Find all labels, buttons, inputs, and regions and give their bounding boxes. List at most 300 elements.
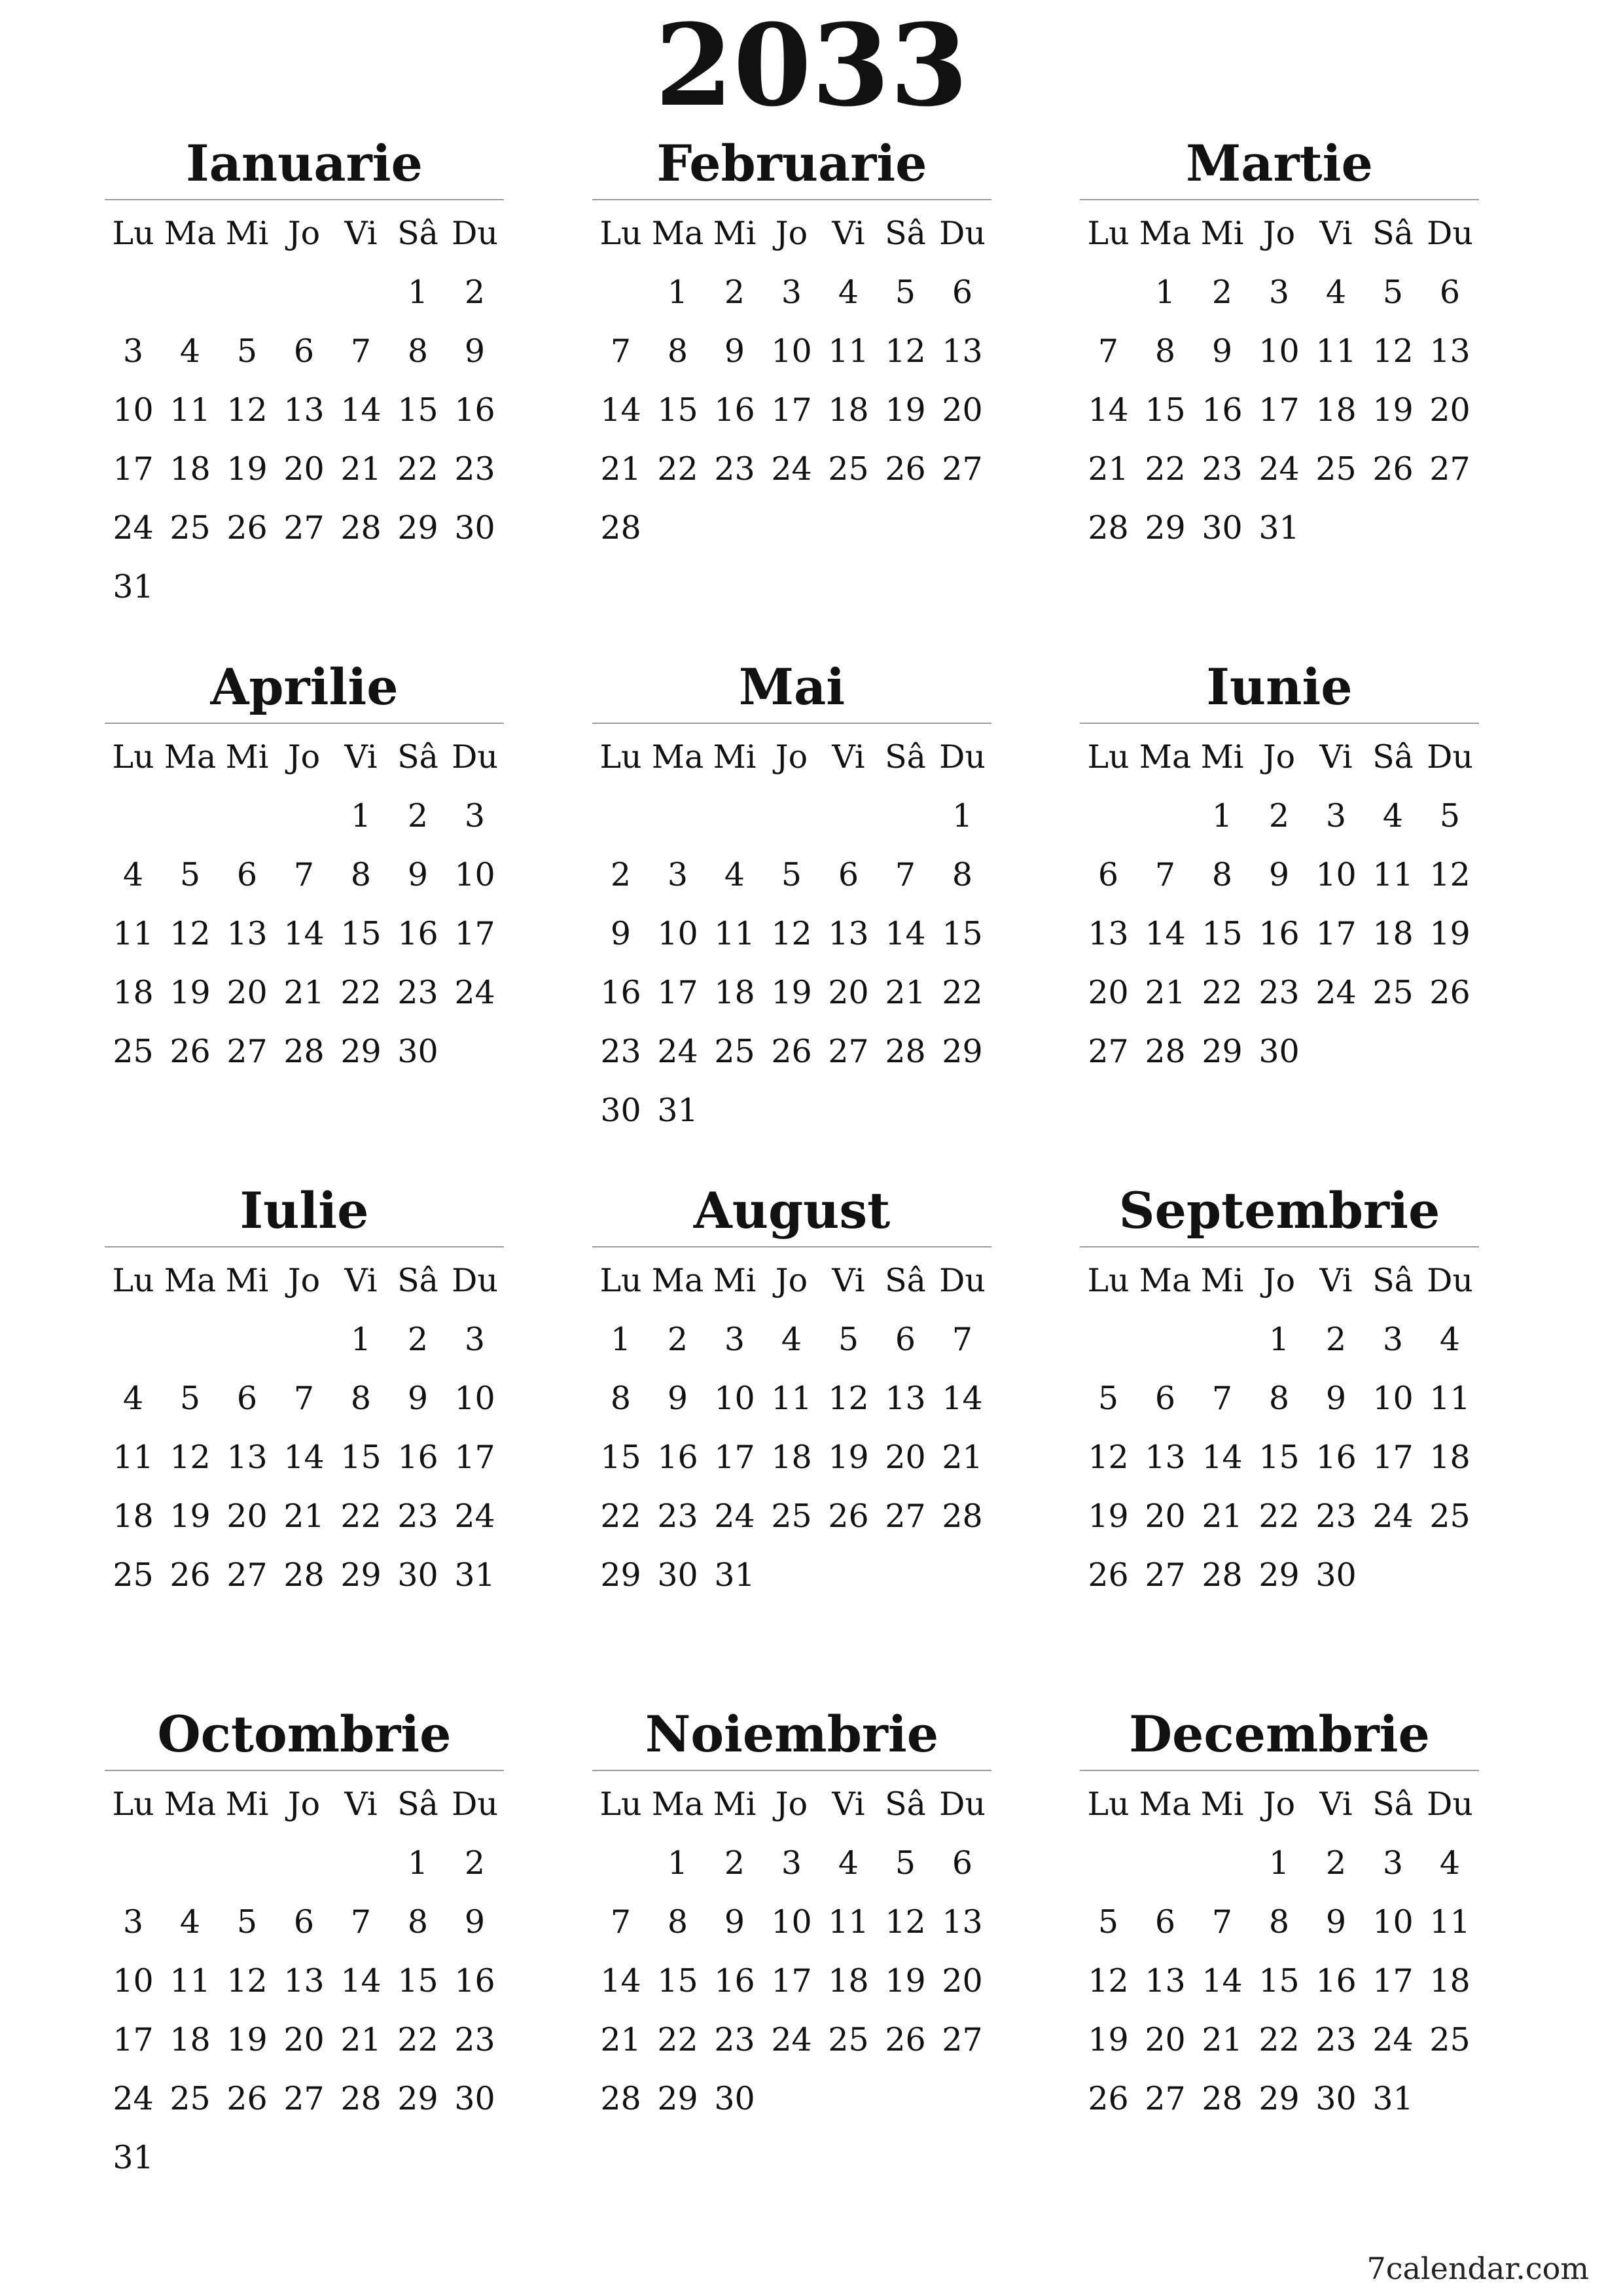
day-cell: [763, 1081, 820, 1140]
weekday-label: Ma: [164, 738, 217, 776]
day-cell: 29: [1202, 1033, 1243, 1070]
day-cell: [332, 263, 389, 322]
month-divider: [105, 199, 504, 200]
weekday-label: Jo: [287, 1785, 321, 1823]
week-row: [592, 1081, 991, 1140]
weekday-label: Sâ: [397, 738, 438, 776]
day-cell: 19: [169, 974, 211, 1011]
weekday-label: Ma: [651, 1785, 704, 1823]
weekday-label: Sâ: [1372, 215, 1414, 252]
week-row: [592, 846, 991, 905]
month-block: [1080, 655, 1479, 1178]
day-cell: 7: [1211, 1380, 1233, 1417]
day-cell: 27: [942, 2021, 983, 2058]
day-cell: 24: [1372, 2021, 1414, 2058]
day-cell: 22: [657, 2021, 698, 2058]
weekday-label: Du: [939, 1785, 986, 1823]
weekday-label: Sâ: [885, 738, 926, 776]
day-cell: 20: [942, 391, 983, 429]
day-cell: 28: [885, 1033, 926, 1070]
month-name: Iunie: [1206, 658, 1353, 716]
day-cell: 7: [1154, 856, 1176, 893]
day-cell: 1: [350, 1321, 372, 1358]
day-cell: 28: [600, 509, 641, 547]
day-cell: 24: [657, 1033, 698, 1070]
month-block: [105, 1178, 504, 1702]
day-cell: 14: [283, 1439, 325, 1476]
weekday-label: Ma: [1139, 215, 1192, 252]
day-cell: 7: [1097, 332, 1119, 370]
day-cell: 21: [340, 2021, 382, 2058]
day-cell: 13: [1429, 332, 1471, 370]
week-row: [1080, 787, 1479, 846]
day-cell: 28: [600, 2080, 641, 2117]
month-block: [105, 655, 504, 1178]
day-cell: 26: [885, 2021, 926, 2058]
day-cell: [1194, 1310, 1251, 1369]
day-cell: 30: [1258, 1033, 1300, 1070]
year-title: 2033: [654, 0, 969, 132]
week-row: [1080, 846, 1479, 905]
weekday-label: Du: [452, 738, 498, 776]
day-cell: 24: [771, 2021, 812, 2058]
day-cell: 8: [952, 856, 973, 893]
weekday-header-row: [1080, 728, 1479, 787]
day-cell: 18: [169, 450, 211, 488]
day-cell: 22: [1258, 2021, 1300, 2058]
day-cell: 4: [1325, 274, 1347, 311]
day-cell: 22: [942, 974, 983, 1011]
weekday-label: Du: [1427, 1262, 1473, 1299]
day-cell: 28: [1088, 509, 1129, 547]
day-cell: 6: [293, 332, 315, 370]
day-cell: [276, 1310, 332, 1369]
day-cell: 25: [169, 509, 211, 547]
weekday-header-row: [105, 1251, 504, 1310]
day-cell: 19: [771, 974, 812, 1011]
month-divider: [1080, 1246, 1479, 1247]
day-cell: 25: [1429, 1498, 1471, 1535]
weekday-label: Lu: [599, 1262, 642, 1299]
day-cell: 30: [1202, 509, 1243, 547]
day-cell: 4: [724, 856, 745, 893]
day-cell: 5: [1382, 274, 1404, 311]
weekday-label: Jo: [775, 1262, 808, 1299]
weekday-label: Du: [452, 1262, 498, 1299]
day-cell: 24: [454, 974, 495, 1011]
weekday-label: Lu: [112, 215, 154, 252]
weekday-header-row: [105, 728, 504, 787]
week-row: [105, 846, 504, 905]
day-cell: [1364, 1546, 1421, 1605]
day-cell: 25: [828, 2021, 869, 2058]
day-cell: [162, 1310, 219, 1369]
weekday-label: Lu: [112, 1785, 154, 1823]
week-row: [105, 1310, 504, 1369]
day-cell: 2: [464, 1844, 486, 1882]
day-cell: 5: [895, 274, 916, 311]
day-cell: 31: [1258, 509, 1300, 547]
month-name: Martie: [1186, 134, 1373, 192]
weekday-label: Du: [1427, 738, 1473, 776]
day-cell: [1080, 263, 1137, 322]
weekday-header-row: [1080, 1251, 1479, 1310]
day-cell: [389, 558, 446, 617]
day-cell: 25: [828, 450, 869, 488]
day-cell: 6: [293, 1903, 315, 1941]
day-cell: 15: [1202, 915, 1243, 952]
day-cell: 20: [1429, 391, 1471, 429]
day-cell: 15: [600, 1439, 641, 1476]
day-cell: 16: [1315, 1962, 1357, 2000]
day-cell: 1: [1211, 797, 1233, 834]
day-cell: 23: [454, 450, 495, 488]
day-cell: 23: [454, 2021, 495, 2058]
day-cell: 27: [1145, 1556, 1186, 1594]
weekday-label: Vi: [832, 215, 865, 252]
day-cell: 17: [113, 2021, 154, 2058]
day-cell: 14: [340, 1962, 382, 2000]
day-cell: 25: [1429, 2021, 1471, 2058]
day-cell: [1308, 1022, 1364, 1081]
day-cell: 25: [1372, 974, 1414, 1011]
weekday-label: Ma: [164, 215, 217, 252]
day-cell: 21: [340, 450, 382, 488]
weekday-header-row: [1080, 1775, 1479, 1834]
weekday-label: Sâ: [397, 1262, 438, 1299]
day-cell: [877, 2070, 934, 2128]
day-cell: 12: [828, 1380, 869, 1417]
day-cell: 30: [714, 2080, 755, 2117]
day-cell: 26: [771, 1033, 812, 1070]
day-cell: 8: [350, 856, 372, 893]
day-cell: [1080, 1834, 1137, 1893]
day-cell: 20: [942, 1962, 983, 2000]
day-cell: 12: [1088, 1962, 1129, 2000]
day-cell: 3: [122, 332, 144, 370]
week-row: [105, 1369, 504, 1428]
day-cell: 11: [1372, 856, 1414, 893]
weekday-label: Du: [939, 215, 986, 252]
day-cell: 14: [1145, 915, 1186, 952]
day-cell: 5: [781, 856, 802, 893]
day-cell: 23: [397, 1498, 438, 1535]
weekday-label: Du: [452, 215, 498, 252]
day-cell: 8: [1268, 1380, 1290, 1417]
day-cell: 12: [169, 1439, 211, 1476]
day-cell: 9: [1268, 856, 1290, 893]
day-cell: 9: [464, 1903, 486, 1941]
day-cell: [1421, 2070, 1478, 2128]
day-cell: 13: [942, 1903, 983, 1941]
day-cell: 21: [1088, 450, 1129, 488]
week-row: [1080, 2011, 1479, 2070]
day-cell: [162, 2128, 219, 2187]
day-cell: 20: [1145, 1498, 1186, 1535]
day-cell: 20: [1145, 2021, 1186, 2058]
day-cell: 12: [1372, 332, 1414, 370]
day-cell: 11: [169, 391, 211, 429]
weekday-label: Lu: [1087, 215, 1130, 252]
week-row: [105, 322, 504, 381]
day-cell: 5: [1439, 797, 1461, 834]
week-row: [105, 440, 504, 499]
day-cell: 6: [236, 856, 258, 893]
day-cell: 5: [895, 1844, 916, 1882]
weekday-label: Du: [939, 738, 986, 776]
day-cell: 1: [1268, 1321, 1290, 1358]
weekday-label: Vi: [344, 1785, 378, 1823]
day-cell: [706, 787, 763, 846]
week-row: [105, 963, 504, 1022]
day-cell: 4: [838, 1844, 859, 1882]
day-cell: 28: [340, 509, 382, 547]
day-cell: 6: [1097, 856, 1119, 893]
day-cell: 13: [1088, 915, 1129, 952]
week-row: [1080, 322, 1479, 381]
day-cell: 13: [226, 915, 268, 952]
day-cell: [162, 263, 219, 322]
month-block: [1080, 131, 1479, 655]
day-cell: 5: [838, 1321, 859, 1358]
month-block: [1080, 1702, 1479, 2225]
day-cell: 6: [1154, 1380, 1176, 1417]
day-cell: 1: [667, 1844, 688, 1882]
month-divider: [1080, 199, 1479, 200]
day-cell: [1364, 1022, 1421, 1081]
day-cell: [1308, 499, 1364, 558]
month-divider: [592, 1770, 991, 1771]
day-cell: 22: [340, 974, 382, 1011]
day-cell: 3: [1382, 1844, 1404, 1882]
day-cell: 26: [1088, 2080, 1129, 2117]
weekday-label: Vi: [1319, 215, 1353, 252]
weekday-header-row: [592, 728, 991, 787]
day-cell: 26: [226, 2080, 268, 2117]
month-block: [105, 1702, 504, 2225]
weekday-label: Vi: [1319, 1785, 1353, 1823]
month-name: Ianuarie: [186, 134, 423, 192]
day-cell: [649, 787, 706, 846]
day-cell: 14: [1088, 391, 1129, 429]
day-cell: 21: [885, 974, 926, 1011]
week-row: [105, 1022, 504, 1081]
day-cell: 12: [226, 1962, 268, 2000]
day-cell: [446, 558, 503, 617]
day-cell: 8: [1268, 1903, 1290, 1941]
week-row: [592, 499, 991, 558]
day-cell: 20: [226, 1498, 268, 1535]
weekday-label: Lu: [599, 215, 642, 252]
day-cell: [592, 263, 649, 322]
day-cell: 3: [667, 856, 688, 893]
month-divider: [105, 723, 504, 724]
day-cell: 30: [454, 2080, 495, 2117]
day-cell: 27: [942, 450, 983, 488]
day-cell: 8: [1211, 856, 1233, 893]
day-cell: [162, 558, 219, 617]
day-cell: 15: [657, 391, 698, 429]
month-divider: [592, 1246, 991, 1247]
month-divider: [1080, 1770, 1479, 1771]
day-cell: [763, 787, 820, 846]
weekday-label: Jo: [1262, 1262, 1296, 1299]
weekday-label: Jo: [1262, 738, 1296, 776]
day-cell: 9: [1325, 1903, 1347, 1941]
week-row: [105, 558, 504, 617]
day-cell: 4: [179, 332, 201, 370]
day-cell: 17: [657, 974, 698, 1011]
weekday-label: Sâ: [397, 1785, 438, 1823]
day-cell: [332, 1834, 389, 1893]
day-cell: 2: [407, 797, 429, 834]
weekday-label: Mi: [713, 215, 757, 252]
weekday-label: Du: [1427, 1785, 1473, 1823]
month-block: [105, 131, 504, 655]
day-cell: [219, 1310, 276, 1369]
day-cell: 5: [1097, 1903, 1119, 1941]
day-cell: 19: [885, 1962, 926, 2000]
weekday-label: Mi: [225, 1262, 269, 1299]
weekday-label: Sâ: [1372, 1262, 1414, 1299]
day-cell: 1: [350, 797, 372, 834]
day-cell: 21: [600, 2021, 641, 2058]
day-cell: 9: [464, 332, 486, 370]
day-cell: [934, 1546, 991, 1605]
day-cell: 31: [1372, 2080, 1414, 2117]
week-row: [592, 1893, 991, 1952]
day-cell: 26: [885, 450, 926, 488]
day-cell: [877, 1081, 934, 1140]
day-cell: 4: [122, 856, 144, 893]
week-row: [105, 2070, 504, 2128]
week-row: [105, 1546, 504, 1605]
day-cell: 29: [397, 509, 438, 547]
day-cell: 26: [226, 509, 268, 547]
day-cell: 26: [1088, 1556, 1129, 1594]
day-cell: 3: [1382, 1321, 1404, 1358]
weekday-label: Mi: [225, 1785, 269, 1823]
week-row: [592, 1487, 991, 1546]
day-cell: 5: [236, 332, 258, 370]
day-cell: 15: [397, 391, 438, 429]
day-cell: 9: [1211, 332, 1233, 370]
day-cell: 22: [1258, 1498, 1300, 1535]
day-cell: 9: [407, 1380, 429, 1417]
week-row: [1080, 381, 1479, 440]
day-cell: 30: [397, 1556, 438, 1594]
month-divider: [105, 1770, 504, 1771]
day-cell: 31: [454, 1556, 495, 1594]
day-cell: 18: [714, 974, 755, 1011]
day-cell: 1: [1268, 1844, 1290, 1882]
week-row: [1080, 1369, 1479, 1428]
day-cell: 23: [397, 974, 438, 1011]
month-divider: [105, 1246, 504, 1247]
month-divider: [1080, 723, 1479, 724]
day-cell: 2: [407, 1321, 429, 1358]
day-cell: 29: [340, 1556, 382, 1594]
day-cell: 30: [397, 1033, 438, 1070]
day-cell: [1421, 499, 1478, 558]
week-row: [105, 263, 504, 322]
day-cell: 17: [771, 391, 812, 429]
weekday-label: Ma: [651, 1262, 704, 1299]
day-cell: 12: [885, 332, 926, 370]
day-cell: 1: [407, 274, 429, 311]
weekday-label: Mi: [1200, 1262, 1244, 1299]
day-cell: [1080, 1310, 1137, 1369]
day-cell: 29: [942, 1033, 983, 1070]
weekday-label: Lu: [1087, 738, 1130, 776]
week-row: [592, 1369, 991, 1428]
day-cell: 7: [350, 1903, 372, 1941]
day-cell: 8: [350, 1380, 372, 1417]
day-cell: 2: [610, 856, 632, 893]
day-cell: 12: [1429, 856, 1471, 893]
day-cell: 6: [1154, 1903, 1176, 1941]
week-row: [592, 1952, 991, 2011]
day-cell: 3: [781, 274, 802, 311]
weekday-label: Mi: [225, 215, 269, 252]
day-cell: 25: [169, 2080, 211, 2117]
day-cell: 15: [1258, 1439, 1300, 1476]
day-cell: 11: [169, 1962, 211, 2000]
day-cell: 3: [1268, 274, 1290, 311]
weekday-label: Mi: [713, 1262, 757, 1299]
day-cell: 16: [1258, 915, 1300, 952]
week-row: [592, 322, 991, 381]
day-cell: 26: [169, 1556, 211, 1594]
day-cell: [446, 2128, 503, 2187]
day-cell: 18: [1372, 915, 1414, 952]
day-cell: 2: [724, 274, 745, 311]
day-cell: 2: [1325, 1321, 1347, 1358]
week-row: [105, 1428, 504, 1487]
day-cell: 26: [1372, 450, 1414, 488]
day-cell: 31: [657, 1092, 698, 1129]
day-cell: 6: [952, 1844, 973, 1882]
day-cell: 6: [838, 856, 859, 893]
week-row: [592, 381, 991, 440]
day-cell: 15: [1145, 391, 1186, 429]
day-cell: 19: [226, 450, 268, 488]
month-name: Septembrie: [1118, 1181, 1440, 1240]
day-cell: 19: [1088, 2021, 1129, 2058]
day-cell: 21: [1145, 974, 1186, 1011]
day-cell: 17: [1372, 1439, 1414, 1476]
day-cell: [820, 787, 877, 846]
weekday-label: Mi: [1200, 1785, 1244, 1823]
weekday-label: Jo: [287, 1262, 321, 1299]
week-row: [105, 2011, 504, 2070]
day-cell: 7: [610, 1903, 632, 1941]
day-cell: 15: [340, 915, 382, 952]
weekday-label: Jo: [1262, 215, 1296, 252]
week-row: [592, 963, 991, 1022]
week-row: [1080, 1834, 1479, 1893]
day-cell: [649, 499, 706, 558]
day-cell: 10: [1315, 856, 1357, 893]
day-cell: [105, 787, 162, 846]
day-cell: 28: [283, 1033, 325, 1070]
day-cell: 16: [714, 1962, 755, 2000]
day-cell: [820, 499, 877, 558]
day-cell: 12: [885, 1903, 926, 1941]
day-cell: 13: [828, 915, 869, 952]
day-cell: 4: [122, 1380, 144, 1417]
weekday-label: Sâ: [1372, 1785, 1414, 1823]
